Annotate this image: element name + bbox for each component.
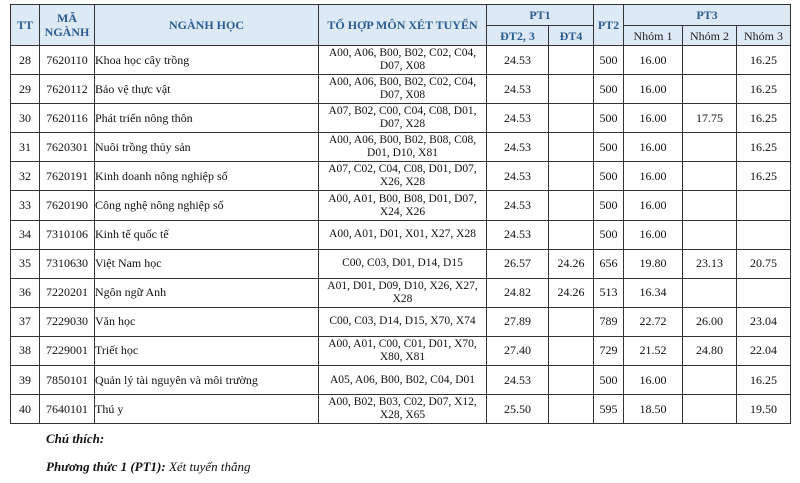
- table-row: [11, 191, 791, 220]
- cell-dt23: 24.53: [487, 133, 549, 162]
- cell-pt2: 789: [594, 307, 624, 336]
- cell-tt: 40: [11, 395, 40, 424]
- cell-dt4: 24.26: [549, 249, 594, 278]
- cell-n1: 16.00: [624, 191, 683, 220]
- cell-n3: 16.25: [737, 104, 791, 133]
- cell-tt: 35: [11, 249, 40, 278]
- cell-name: Thú y: [95, 395, 319, 424]
- cell-name: Triết học: [95, 336, 319, 365]
- cell-dt23: 24.82: [487, 278, 549, 307]
- cell-pt2: 513: [594, 278, 624, 307]
- cell-dt4: [549, 220, 594, 249]
- cell-ma: 7620112: [40, 75, 95, 104]
- cell-ma: 7640101: [40, 395, 95, 424]
- cell-dt4: [549, 75, 594, 104]
- cell-pt2: 500: [594, 133, 624, 162]
- table-row: [11, 220, 791, 249]
- cell-n3: 19.50: [737, 395, 791, 424]
- cell-ma: 7310630: [40, 249, 95, 278]
- table-row: [11, 336, 791, 365]
- cell-dt23: 27.40: [487, 336, 549, 365]
- cell-n3: 16.25: [737, 75, 791, 104]
- cell-dt23: 24.53: [487, 366, 549, 395]
- cell-tt: 31: [11, 133, 40, 162]
- cell-tt: 38: [11, 336, 40, 365]
- cell-dt4: [549, 162, 594, 191]
- table-row: [11, 104, 791, 133]
- cell-pt2: 729: [594, 336, 624, 365]
- cell-comb: A00, A06, B00, B02, B08, C08, D01, D10, X81: [319, 133, 487, 162]
- cell-n2: [683, 366, 737, 395]
- cell-n1: 16.00: [624, 220, 683, 249]
- cell-n2: [683, 75, 737, 104]
- cell-name: Ngôn ngữ Anh: [95, 278, 319, 307]
- cell-n2: [683, 278, 737, 307]
- header-nganh-hoc: NGÀNH HỌC: [95, 5, 319, 46]
- header-tt: TT: [11, 5, 40, 46]
- note-pt1-text: Xét tuyển thẳng: [165, 459, 251, 474]
- cell-n1: 16.00: [624, 46, 683, 75]
- cell-n2: [683, 191, 737, 220]
- cell-comb: A07, B02, C00, C04, C08, D01, D07, X28: [319, 104, 487, 133]
- cell-ma: 7310106: [40, 220, 95, 249]
- cell-n3: [737, 278, 791, 307]
- cell-dt4: [549, 46, 594, 75]
- cell-dt23: 24.53: [487, 162, 549, 191]
- table-row: [11, 278, 791, 307]
- cell-n1: 21.52: [624, 336, 683, 365]
- cell-pt2: 500: [594, 220, 624, 249]
- cell-n2: [683, 395, 737, 424]
- cell-ma: 7620116: [40, 104, 95, 133]
- cell-n2: [683, 220, 737, 249]
- cell-tt: 37: [11, 307, 40, 336]
- cell-n2: 17.75: [683, 104, 737, 133]
- cell-tt: 34: [11, 220, 40, 249]
- cell-dt23: 24.53: [487, 191, 549, 220]
- cell-dt4: [549, 395, 594, 424]
- cell-n3: 16.25: [737, 133, 791, 162]
- table-row: [11, 133, 791, 162]
- cell-n1: 18.50: [624, 395, 683, 424]
- cell-n1: 16.34: [624, 278, 683, 307]
- cell-tt: 36: [11, 278, 40, 307]
- cell-n2: [683, 162, 737, 191]
- cell-comb: A00, B02, B03, C02, D07, X12, X28, X65: [319, 395, 487, 424]
- cell-n3: 16.25: [737, 46, 791, 75]
- cell-name: Bảo vệ thực vật: [95, 75, 319, 104]
- cell-ma: 7620190: [40, 191, 95, 220]
- cell-name: Việt Nam học: [95, 249, 319, 278]
- cell-dt23: 24.53: [487, 75, 549, 104]
- header-pt3: PT3: [624, 5, 791, 26]
- cell-tt: 33: [11, 191, 40, 220]
- cell-ma: 7620110: [40, 46, 95, 75]
- cell-n3: 23.04: [737, 307, 791, 336]
- table-row: [11, 249, 791, 278]
- cell-ma: 7229030: [40, 307, 95, 336]
- cell-tt: 32: [11, 162, 40, 191]
- table-header: [11, 5, 791, 46]
- cell-comb: A05, A06, B00, B02, C04, D01: [319, 366, 487, 395]
- header-nhom2: Nhóm 2: [683, 26, 737, 46]
- cell-n3: [737, 220, 791, 249]
- header-dt23: ĐT2, 3: [487, 26, 549, 46]
- table-body: [11, 46, 791, 424]
- cell-ma: 7229001: [40, 336, 95, 365]
- table-row: [11, 75, 791, 104]
- table-row: [11, 366, 791, 395]
- cell-n2: [683, 133, 737, 162]
- cell-pt2: 500: [594, 104, 624, 133]
- cell-name: Văn học: [95, 307, 319, 336]
- header-pt2: PT2: [594, 5, 624, 46]
- cell-n1: 16.00: [624, 104, 683, 133]
- cell-comb: A00, A06, B00, B02, C02, C04, D07, X08: [319, 75, 487, 104]
- cell-ma: 7850101: [40, 366, 95, 395]
- cell-pt2: 656: [594, 249, 624, 278]
- cell-name: Kinh doanh nông nghiệp số: [95, 162, 319, 191]
- cell-n3: [737, 191, 791, 220]
- cell-pt2: 500: [594, 75, 624, 104]
- cell-n2: 24.80: [683, 336, 737, 365]
- cell-tt: 39: [11, 366, 40, 395]
- cell-n1: 16.00: [624, 133, 683, 162]
- cell-n1: 22.72: [624, 307, 683, 336]
- cell-tt: 30: [11, 104, 40, 133]
- cell-n2: [683, 46, 737, 75]
- cell-n3: 20.75: [737, 249, 791, 278]
- cell-comb: A00, A06, B00, B02, C02, C04, D07, X08: [319, 46, 487, 75]
- admission-table: [10, 4, 791, 424]
- cell-name: Công nghệ nông nghiệp số: [95, 191, 319, 220]
- cell-dt23: 24.53: [487, 104, 549, 133]
- cell-ma: 7620301: [40, 133, 95, 162]
- cell-pt2: 500: [594, 191, 624, 220]
- header-pt1: PT1: [487, 5, 594, 26]
- cell-dt23: 24.53: [487, 46, 549, 75]
- cell-dt23: 25.50: [487, 395, 549, 424]
- table-row: [11, 307, 791, 336]
- cell-dt4: [549, 307, 594, 336]
- cell-comb: A00, A01, B00, B08, D01, D07, X24, X26: [319, 191, 487, 220]
- cell-dt23: 27.89: [487, 307, 549, 336]
- cell-name: Quản lý tài nguyên và môi trường: [95, 366, 319, 395]
- cell-ma: 7220201: [40, 278, 95, 307]
- header-dt4: ĐT4: [549, 26, 594, 46]
- cell-n2: 23.13: [683, 249, 737, 278]
- cell-dt4: [549, 191, 594, 220]
- cell-ma: 7620191: [40, 162, 95, 191]
- cell-n1: 16.00: [624, 75, 683, 104]
- note-pt1: [46, 459, 251, 475]
- cell-dt4: [549, 104, 594, 133]
- cell-name: Phát triển nông thôn: [95, 104, 319, 133]
- table-row: [11, 46, 791, 75]
- cell-pt2: 500: [594, 46, 624, 75]
- cell-n3: 16.25: [737, 162, 791, 191]
- cell-dt4: [549, 133, 594, 162]
- cell-comb: A01, D01, D09, D10, X26, X27, X28: [319, 278, 487, 307]
- header-nhom1: Nhóm 1: [624, 26, 683, 46]
- note-pt1-label: Phương thức 1 (PT1):: [46, 459, 166, 474]
- table-row: [11, 395, 791, 424]
- cell-n3: 16.25: [737, 366, 791, 395]
- cell-name: Khoa học cây trồng: [95, 46, 319, 75]
- cell-tt: 28: [11, 46, 40, 75]
- cell-name: Kinh tế quốc tế: [95, 220, 319, 249]
- notes-title: Chú thích:: [46, 431, 105, 446]
- cell-n2: 26.00: [683, 307, 737, 336]
- header-ma-nganh: MÃ NGÀNH: [40, 5, 95, 46]
- header-nhom3: Nhóm 3: [737, 26, 791, 46]
- cell-dt23: 26.57: [487, 249, 549, 278]
- header-to-hop: TỔ HỢP MÔN XÉT TUYỂN: [319, 5, 487, 46]
- cell-name: Nuôi trồng thủy sản: [95, 133, 319, 162]
- cell-pt2: 500: [594, 162, 624, 191]
- cell-dt4: 24.26: [549, 278, 594, 307]
- cell-comb: C00, C03, D01, D14, D15: [319, 249, 487, 278]
- cell-comb: C00, C03, D14, D15, X70, X74: [319, 307, 487, 336]
- cell-pt2: 595: [594, 395, 624, 424]
- cell-comb: A07, C02, C04, C08, D01, D07, X26, X28: [319, 162, 487, 191]
- table-row: [11, 162, 791, 191]
- cell-n1: 16.00: [624, 366, 683, 395]
- cell-dt4: [549, 366, 594, 395]
- cell-dt23: 24.53: [487, 220, 549, 249]
- cell-tt: 29: [11, 75, 40, 104]
- cell-n3: 22.04: [737, 336, 791, 365]
- cell-comb: A00, A01, D01, X01, X27, X28: [319, 220, 487, 249]
- cell-pt2: 500: [594, 366, 624, 395]
- cell-dt4: [549, 336, 594, 365]
- cell-n1: 19.80: [624, 249, 683, 278]
- cell-comb: A00, A01, C00, C01, D01, X70, X80, X81: [319, 336, 487, 365]
- cell-n1: 16.00: [624, 162, 683, 191]
